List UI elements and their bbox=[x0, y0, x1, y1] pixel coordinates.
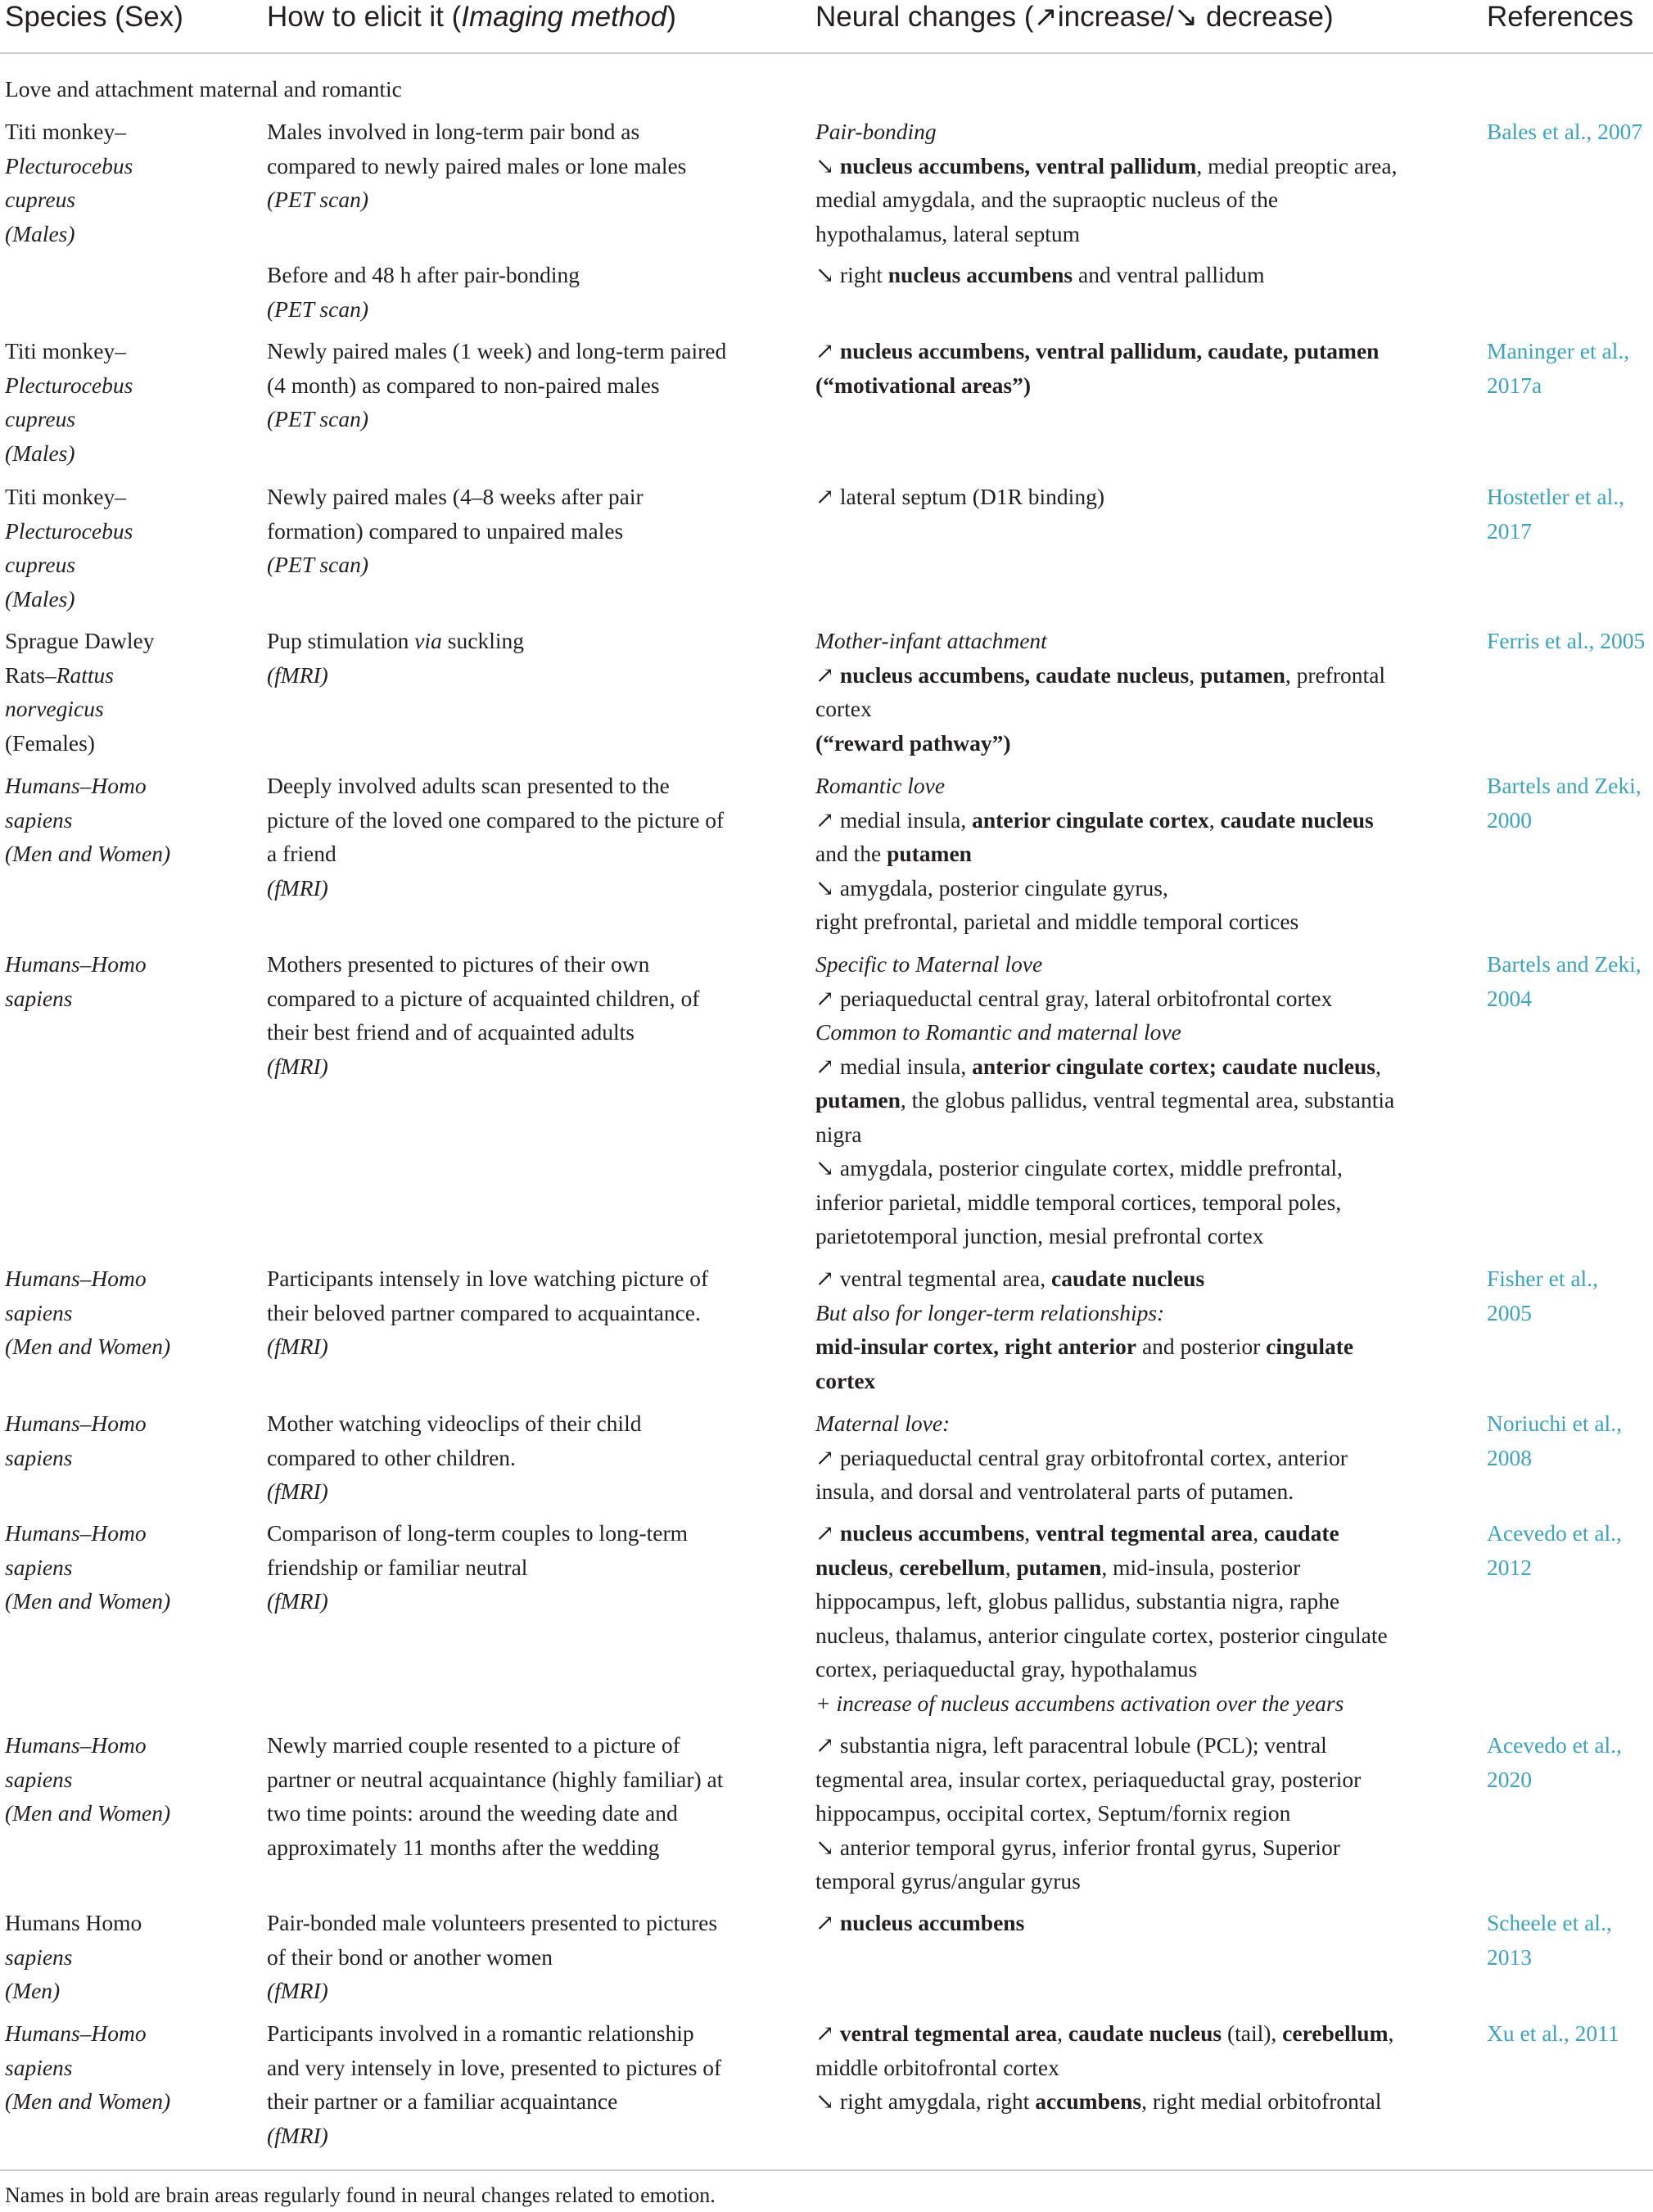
reference-link[interactable]: Acevedo et al., 2012 bbox=[1487, 1520, 1622, 1580]
decrease-arrow-icon: ↘ bbox=[815, 2088, 835, 2114]
neural-cell: Specific to Maternal love ↗ periaqueductal central gray, lateral orbitofrontal cortex Common to Romantic and maternal love ↗ medial insula, anterior cingulate cortex; caudate nucleus, putamen, the globus pallidus, ventral tegmental area, substantia nigra ↘ amygdala, posterior cingulate cortex, middle prefrontal, inferior parietal, middle temporal cortices, temporal poles, parietotemporal junction, mesial prefrontal cortex bbox=[815, 951, 1395, 1248]
neural-cell: ↗ ventral tegmental area, caudate nucleus But also for longer-term relationships: mid-insular cortex, right anterior and posterior cingulate cortex bbox=[815, 1266, 1354, 1393]
reference-link[interactable]: Xu et al., 2011 bbox=[1487, 2020, 1619, 2046]
increase-arrow-icon: ↗ bbox=[815, 1910, 835, 1935]
neural-cell: ↗ nucleus accumbens, ventral tegmental area, caudate nucleus, cerebellum, putamen, mid-insula, posterior hippocampus, left, globus pallidus, substantia nigra, raphe nucleus, thalamus, anterior cingulate cortex, posterior cingulate cortex, periaqueductal gray, hypothalamus + increase of nucleus accumbens activation over the years bbox=[815, 1520, 1388, 1716]
species-cell: Humans Homo sapiens (Men) bbox=[5, 1910, 142, 2003]
elicit-cell: Comparison of long-term couples to long-term friendship or familiar neutral (fMRI) bbox=[267, 1520, 689, 1614]
reference-link[interactable]: Hostetler et al., 2017 bbox=[1487, 484, 1624, 544]
elicit-cell: Pup stimulation via suckling (fMRI) bbox=[267, 628, 524, 688]
neural-cell: Pair-bonding ↘ nucleus accumbens, ventral pallidum, medial preoptic area, medial amygdala, and the supraoptic nucleus of the hypothalamus, lateral septum bbox=[815, 119, 1398, 246]
species-cell: Humans–Homo sapiens bbox=[5, 951, 147, 1011]
decrease-arrow-icon: ↘ bbox=[1173, 1, 1199, 33]
decrease-arrow-icon: ↘ bbox=[815, 1155, 835, 1180]
reference-link[interactable]: Fisher et al., 2005 bbox=[1487, 1266, 1598, 1325]
increase-arrow-icon: ↗ bbox=[815, 1520, 835, 1546]
decrease-arrow-icon: ↘ bbox=[815, 152, 835, 178]
table-bottom-rule bbox=[0, 2169, 1653, 2171]
elicit-cell: Mothers presented to pictures of their own compared to a picture of acquainted children, of their best friend and of acquainted adults (fMRI) bbox=[267, 951, 700, 1079]
reference-link[interactable]: Noriuchi et al., 2008 bbox=[1487, 1411, 1622, 1470]
neural-cell: Maternal love: ↗ periaqueductal central gray orbitofrontal cortex, anterior insula, and dorsal and ventrolateral parts of putamen. bbox=[815, 1411, 1348, 1504]
species-cell: Humans–Homo sapiens (Men and Women) bbox=[5, 773, 171, 866]
reference-link[interactable]: Acevedo et al., 2020 bbox=[1487, 1732, 1622, 1792]
reference-link[interactable]: Bartels and Zeki, 2004 bbox=[1487, 951, 1642, 1011]
neural-cell: Mother-infant attachment ↗ nucleus accumbens, caudate nucleus, putamen, prefrontal cortex (“reward pathway”) bbox=[815, 628, 1386, 756]
elicit-cell: Newly married couple resented to a picture of partner or neutral acquaintance (highly familiar) at two time points: around the weeding date and approximately 11 months after the wedding bbox=[267, 1732, 724, 1860]
species-cell: Sprague Dawley Rats–Rattus norvegicus (Females) bbox=[5, 628, 155, 756]
section-title: Love and attachment maternal and romantic bbox=[5, 76, 402, 102]
increase-arrow-icon: ↗ bbox=[815, 1732, 835, 1758]
header-neural: Neural changes (↗increase/↘ decrease) bbox=[815, 1, 1334, 33]
species-cell: Titi monkey– Plecturocebus cupreus (Males) bbox=[5, 338, 133, 466]
neural-cell: ↗ nucleus accumbens bbox=[815, 1910, 1025, 1935]
header-references: References bbox=[1487, 1, 1633, 33]
neural-cell: ↗ ventral tegmental area, caudate nucleus (tail), cerebellum, middle orbitofrontal cortex ↘ right amygdala, right accumbens, right medial orbitofrontal bbox=[815, 2020, 1394, 2114]
neural-cell: ↘ right nucleus accumbens and ventral pallidum bbox=[815, 262, 1265, 287]
increase-arrow-icon: ↗ bbox=[815, 1444, 835, 1470]
increase-arrow-icon: ↗ bbox=[815, 1266, 835, 1291]
species-cell: Humans–Homo sapiens (Men and Women) bbox=[5, 1266, 171, 1359]
reference-link[interactable]: Ferris et al., 2005 bbox=[1487, 628, 1646, 653]
elicit-cell: Before and 48 h after pair-bonding (PET scan) bbox=[267, 262, 580, 322]
species-cell: Humans–Homo sapiens bbox=[5, 1411, 147, 1470]
neural-cell: ↗ nucleus accumbens, ventral pallidum, caudate, putamen (“motivational areas”) bbox=[815, 338, 1380, 398]
header-species: Species (Sex) bbox=[5, 1, 183, 33]
species-cell: Humans–Homo sapiens (Men and Women) bbox=[5, 1732, 171, 1826]
reference-link[interactable]: Bartels and Zeki, 2000 bbox=[1487, 773, 1642, 833]
elicit-cell: Newly paired males (4–8 weeks after pair formation) compared to unpaired males (PET scan) bbox=[267, 484, 644, 577]
species-cell: Titi monkey– Plecturocebus cupreus (Males) bbox=[5, 484, 133, 612]
neural-cell: ↗ lateral septum (D1R binding) bbox=[815, 484, 1104, 509]
header-elicit: How to elicit it (Imaging method) bbox=[267, 1, 676, 33]
increase-arrow-icon: ↗ bbox=[815, 985, 835, 1011]
increase-arrow-icon: ↗ bbox=[815, 2020, 835, 2046]
species-cell: Titi monkey– Plecturocebus cupreus (Males) bbox=[5, 119, 133, 246]
decrease-arrow-icon: ↘ bbox=[815, 1834, 835, 1860]
elicit-cell: Males involved in long-term pair bond as compared to newly paired males or lone males (PET scan) bbox=[267, 119, 687, 212]
neural-cell: ↗ substantia nigra, left paracentral lobule (PCL); ventral tegmental area, insular cortex, periaqueductal gray, posterior hippocampus, occipital cortex, Septum/fornix region ↘ anterior temporal gyrus, inferior frontal gyrus, Superior temporal gyrus/angular gyrus bbox=[815, 1732, 1362, 1894]
reference-link[interactable]: Maninger et al., 2017a bbox=[1487, 338, 1630, 398]
table-header bbox=[0, 0, 1653, 54]
elicit-cell: Participants intensely in love watching picture of their beloved partner compared to acquaintance. (fMRI) bbox=[267, 1266, 709, 1359]
elicit-cell: Pair-bonded male volunteers presented to pictures of their bond or another women (fMRI) bbox=[267, 1910, 718, 2003]
increase-arrow-icon: ↗ bbox=[1033, 1, 1058, 33]
increase-arrow-icon: ↗ bbox=[815, 661, 835, 688]
elicit-cell: Participants involved in a romantic relationship and very intensely in love, presented to pictures of their partner or a familiar acquaintance (fMRI) bbox=[267, 2020, 722, 2148]
table-footnote: Names in bold are brain areas regularly found in neural changes related to emotion. bbox=[5, 2183, 716, 2207]
elicit-cell: Mother watching videoclips of their child compared to other children. (fMRI) bbox=[267, 1411, 642, 1504]
increase-arrow-icon: ↗ bbox=[815, 484, 835, 509]
decrease-arrow-icon: ↘ bbox=[815, 874, 835, 901]
species-cell: Humans–Homo sapiens (Men and Women) bbox=[5, 2020, 171, 2114]
increase-arrow-icon: ↗ bbox=[815, 338, 835, 363]
decrease-arrow-icon: ↘ bbox=[815, 262, 835, 287]
elicit-cell: Newly paired males (1 week) and long-term paired (4 month) as compared to non-paired males (PET scan) bbox=[267, 338, 727, 431]
species-cell: Humans–Homo sapiens (Men and Women) bbox=[5, 1520, 171, 1614]
reference-link[interactable]: Scheele et al., 2013 bbox=[1487, 1910, 1612, 1970]
reference-link[interactable]: Bales et al., 2007 bbox=[1487, 119, 1643, 144]
increase-arrow-icon: ↗ bbox=[815, 1053, 835, 1079]
elicit-cell: Deeply involved adults scan presented to the picture of the loved one compared to the picture of a friend (fMRI) bbox=[267, 773, 725, 901]
increase-arrow-icon: ↗ bbox=[815, 806, 835, 833]
neural-cell: Romantic love ↗ medial insula, anterior cingulate cortex, caudate nucleus and the putamen ↘ amygdala, posterior cingulate gyrus, right prefrontal, parietal and middle temporal cortices bbox=[815, 773, 1374, 934]
